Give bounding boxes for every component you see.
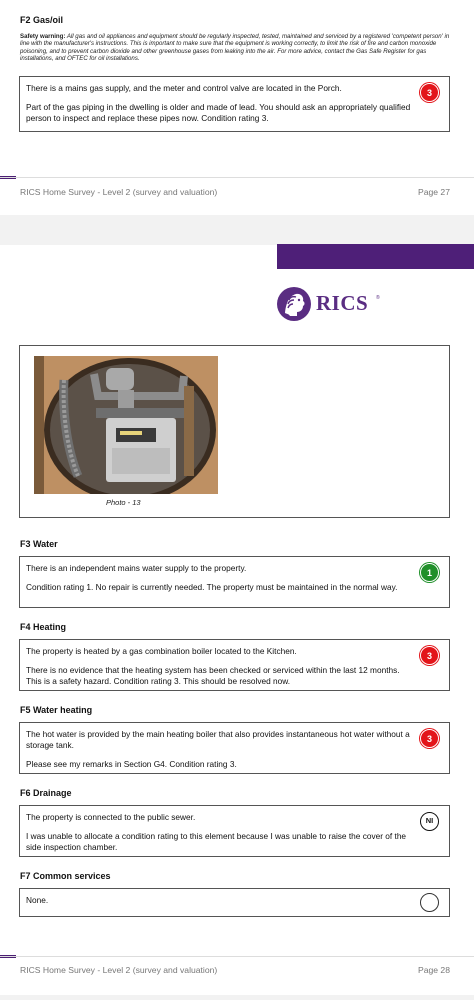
- header-purple-bar: [277, 244, 474, 269]
- heating-paragraph-2: There is no evidence that the heating system has been checked or serviced within the last 12 months. This is a safety hazard. Condition rating 3. This should be resolved now.: [26, 665, 400, 686]
- footer-title: RICS Home Survey - Level 2 (survey and valuation): [20, 965, 218, 975]
- report-page-27: [0, 0, 474, 215]
- gas-oil-paragraph-1: There is a mains gas supply, and the meter and control valve are located in the Porch.: [26, 83, 342, 93]
- condition-rating-badge: 3: [420, 83, 439, 102]
- water-heating-paragraph-1: The hot water is provided by the main heating boiler that also provides instantaneous hot water without a storage tank.: [26, 729, 410, 750]
- gas-oil-paragraph-2: Part of the gas piping in the dwelling is older and made of lead. You should ask an appropriately qualified person to inspect and replace these pipes now. Condition rating 3.: [26, 102, 411, 123]
- water-box: [19, 556, 450, 608]
- section-title-gas-oil: F2 Gas/oil: [20, 15, 64, 25]
- gas-oil-box: [19, 76, 450, 132]
- water-heating-paragraph-2: Please see my remarks in Section G4. Condition rating 3.: [26, 759, 237, 769]
- page-gap: [0, 995, 474, 1000]
- water-paragraph-1: There is an independent mains water supply to the property.: [26, 563, 247, 573]
- gas-meter-photo: [34, 356, 218, 494]
- safety-warning-text: All gas and oil appliances and equipment should be regularly inspected, tested, maintained and serviced by a registered 'competent person' in line with the manufacturer's instructions. This is important to make sure that the equipment is working correctly, to limit the risk of fire and carbon monoxide poisoning, and to prevent carbon dioxide and other greenhouse gases from leaking into the air. For more advice, contact the Gas Safe Register for gas installations, and OFTEC for oil installations.: [20, 33, 450, 63]
- rics-logo: [276, 285, 386, 323]
- heating-paragraph-1: The property is heated by a gas combination boiler located to the Kitchen.: [26, 646, 297, 656]
- not-inspected-badge: NI: [420, 812, 439, 831]
- photo-frame: [19, 345, 450, 518]
- section-title-heating: F4 Heating: [20, 622, 67, 632]
- water-heating-box: [19, 722, 450, 774]
- drainage-box: [19, 805, 450, 857]
- drainage-paragraph-1: The property is connected to the public sewer.: [26, 812, 196, 822]
- safety-warning-label: Safety warning:: [20, 33, 66, 40]
- safety-warning: [20, 33, 450, 63]
- condition-rating-badge: 3: [420, 646, 439, 665]
- logo-wordmark: RICS: [316, 291, 369, 315]
- footer-title: RICS Home Survey - Level 2 (survey and valuation): [20, 187, 218, 197]
- lion-emblem-icon: [276, 285, 312, 323]
- heating-box: [19, 639, 450, 691]
- footer-divider: [0, 177, 474, 178]
- empty-rating-badge: [420, 893, 439, 912]
- section-title-water-heating: F5 Water heating: [20, 705, 93, 715]
- condition-rating-badge: 3: [420, 729, 439, 748]
- water-paragraph-2: Condition rating 1. No repair is currently needed. The property must be maintained in the normal way.: [26, 582, 398, 592]
- section-title-drainage: F6 Drainage: [20, 788, 72, 798]
- common-services-paragraph-1: None.: [26, 895, 49, 905]
- section-title-common-services: F7 Common services: [20, 871, 111, 881]
- photo-caption: Photo - 13: [106, 498, 141, 507]
- footer-divider: [0, 956, 474, 957]
- section-title-water: F3 Water: [20, 539, 58, 549]
- common-services-box: [19, 888, 450, 917]
- page-number: Page 28: [417, 965, 450, 975]
- logo-registered-mark: ®: [376, 295, 380, 301]
- condition-rating-badge: 1: [420, 563, 439, 582]
- drainage-paragraph-2: I was unable to allocate a condition rating to this element because I was unable to raise the cover of the side inspection chamber.: [26, 831, 407, 852]
- page-number: Page 27: [417, 187, 450, 197]
